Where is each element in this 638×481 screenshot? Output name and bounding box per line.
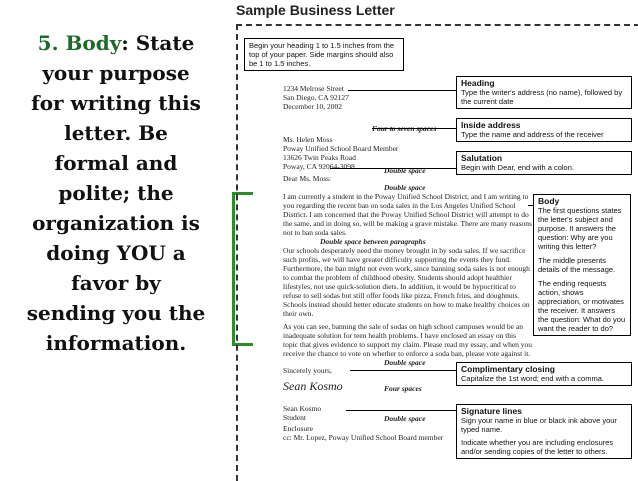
inside-address (283, 135, 398, 171)
slide-text-line: for writing this (31, 91, 201, 115)
note-inside-address (456, 118, 632, 142)
para-line: the same, and in doing so, will be making a grave mistake. There are many reasons (283, 219, 532, 228)
para-line: Schools instead should better educate students on how to make healthy choices on (283, 300, 530, 309)
para-line: you regarding the recent ban on soda sales in the Los Angeles Unified School (283, 201, 516, 210)
note-title: Signature lines (461, 406, 522, 416)
note-title: Inside address (461, 120, 521, 130)
note-body: Capitalize the 1st word; end with a comma. (461, 374, 604, 383)
note-title: Salutation (461, 153, 503, 163)
top-margin-note: Begin your heading 1 to 1.5 inches from the top of your paper. Side margins should also be 1 to 1.5 inches. (244, 38, 404, 71)
handwritten-signature: Sean Kosmo (283, 379, 343, 393)
inside-line: Poway Unified School Board Member (283, 144, 399, 153)
spacing-note-double-3: Double space (384, 358, 426, 367)
slide-text-line: organization is (32, 211, 200, 235)
note-body: Type the writer's address (no name), followed by the current date (461, 88, 623, 106)
para-line: not to ban soda sales. (283, 228, 347, 237)
note-body: Begin with Dear, end with a colon. (461, 163, 574, 172)
spacing-note-between: Double space between paragraphs (320, 237, 426, 246)
slide-text-line: sending you the (26, 301, 206, 325)
slide-text-line: formal and (54, 151, 178, 175)
enclosure-block (283, 424, 443, 442)
spacing-note-four: Four spaces (384, 384, 422, 393)
slide-line-1 (0, 28, 232, 58)
para-line: such profits, we will have greater difficulty supporting the events they fund. (283, 255, 511, 264)
inside-line: Poway, CA 92064-3098 (283, 162, 355, 171)
salutation: Dear Ms. Moss: (283, 174, 332, 183)
para-line: Our schools desperately need the money brought in by soda sales. If we sacrifice (283, 246, 526, 255)
role: Student (283, 413, 306, 422)
spacing-note-double-2: Double space (384, 183, 426, 192)
body-paragraph-3 (283, 322, 533, 358)
para-line: topic that gives evidence to support my claim. Please read my essay, and when you (283, 340, 533, 349)
note-heading (456, 76, 632, 109)
slide-text-line: favor by (71, 271, 161, 295)
para-line: inadequate solution for teen health problems. I have enclosed an essay on this (283, 331, 517, 340)
slide-heading-word: Body (65, 31, 122, 55)
note-signature (456, 404, 632, 459)
note-paragraph: The middle presents details of the message. (538, 256, 616, 274)
spacing-note-double-1: Double space (384, 166, 426, 175)
note-paragraph: The first questions states the letter's subject and purpose. It answers the question: Why are you writing this letter? (538, 206, 622, 251)
slide-heading-number: 5. (37, 31, 59, 55)
typed-name-block (283, 404, 321, 422)
note-title: Heading (461, 78, 495, 88)
note-title: Body (538, 196, 560, 206)
slide-text-line: polite; the (58, 181, 174, 205)
connector-line (346, 410, 456, 411)
para-line: Furthermore, the ban might not even work, since banning soda sales is not enough (283, 264, 530, 273)
para-line: District. I am concerned that the Poway Unified School District will attempt to do (283, 210, 529, 219)
para-line: lifestyles, not use quick-solution diets. In addition, it would be hypocritical to (283, 282, 516, 291)
note-paragraph: The ending requests action, shows appreciation, or motivates the receiver. It answers the question: What do you want the reader to do? (538, 279, 626, 333)
date-line: December 10, 2002 (283, 102, 342, 111)
body-paragraph-1 (283, 192, 533, 237)
slide-text (0, 28, 232, 358)
slide-text-line: your purpose (42, 61, 190, 85)
para-line: As you can see, banning the sale of sodas on high school campuses would be an (283, 322, 523, 331)
note-paragraph: Sign your name in blue or black ink above your typed name. (461, 416, 617, 434)
note-closing (456, 362, 632, 386)
complimentary-closing: Sincerely yours, (283, 366, 332, 375)
inside-line: 13626 Twin Peaks Road (283, 153, 356, 162)
address-line: San Diego, CA 92127 (283, 93, 349, 102)
cc-line: cc: Mr. Lopez, Poway Unified School Board member (283, 433, 444, 442)
para-line: refuse to sell sodas but still offer foods like pizza, French fries, and doughnuts. (283, 291, 520, 300)
note-body (533, 194, 631, 336)
note-paragraph: Indicate whether you are including enclosures and/or sending copies of the letter to others. (461, 438, 614, 456)
address-line: 1234 Melrose Street (283, 84, 344, 93)
para-line: to combat the problem of childhood obesity. Students should adopt healthier (283, 273, 512, 282)
heading-address (283, 84, 349, 111)
connector-line (348, 90, 456, 91)
letter-title: Sample Business Letter (236, 2, 395, 18)
connector-line (372, 128, 456, 129)
connector-line (330, 168, 456, 169)
connector-line (350, 370, 456, 371)
inside-line: Ms. Helen Moss (283, 135, 333, 144)
spacing-note-four-to-seven: Four to seven spaces (372, 124, 437, 133)
slide-text-line: : State (121, 31, 195, 55)
note-salutation (456, 151, 632, 175)
para-line: their own. (283, 309, 314, 318)
connector-line (528, 205, 533, 206)
note-title: Complimentary closing (461, 364, 555, 374)
slide-text-line: letter. Be (64, 121, 168, 145)
para-line: I am currently a student in the Poway Unified School District, and I am writing to (283, 192, 529, 201)
slide-text-line: doing YOU a (46, 241, 186, 265)
body-paragraph-2 (283, 246, 533, 318)
typed-name: Sean Kosmo (283, 404, 322, 413)
spacing-note-double-4: Double space (384, 414, 426, 423)
enclosure: Enclosure (283, 424, 313, 433)
slide-text-line: information. (45, 331, 187, 355)
para-line: receive the chance to vote on whether to enforce a soda ban, please vote against it. (283, 349, 531, 358)
note-body: Type the name and address of the receiver (461, 130, 604, 139)
